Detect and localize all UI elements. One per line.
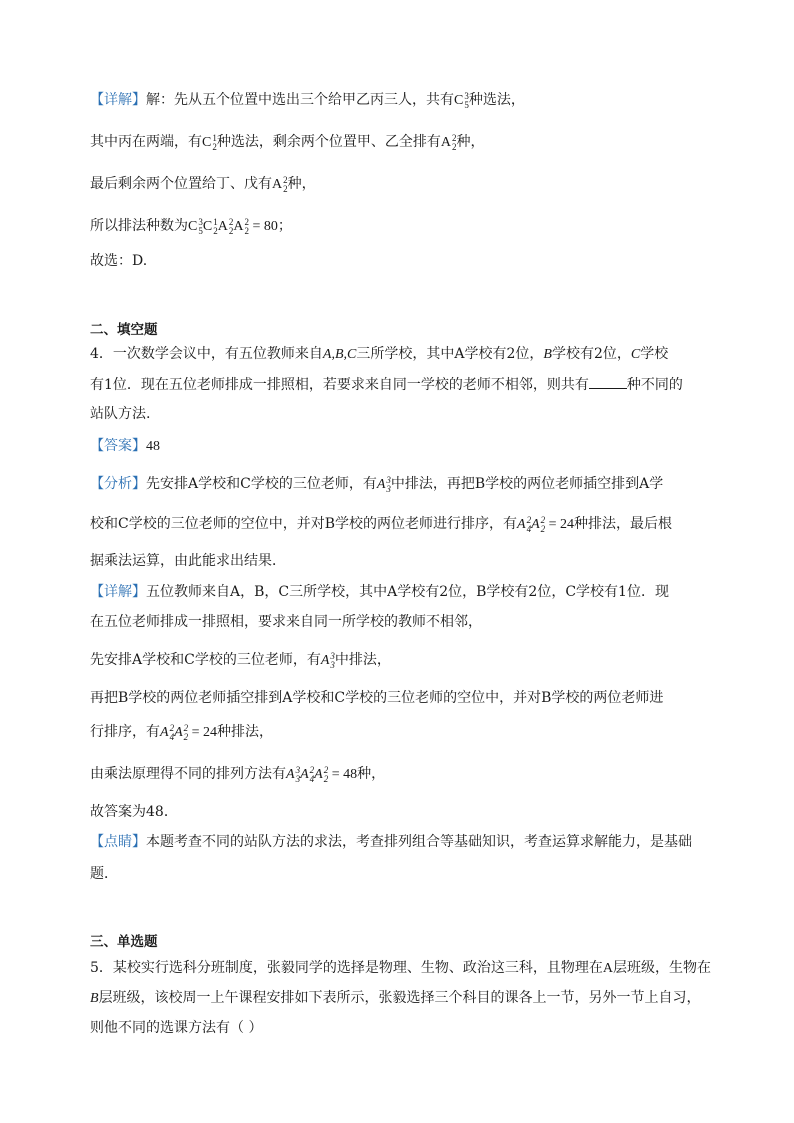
text: 其中丙在两端，有 [90, 134, 202, 150]
q4-detail-line-2: 在五位老师排成一排照相，要求来自同一所学校的教师不相邻， [90, 614, 482, 630]
arrangement-a33: A 3 3 [376, 474, 391, 494]
text: 种， [456, 134, 485, 150]
q4-stem-line-1: 4．一次数学会议中，有五位教师来自A,B,C三所学校，其中A学校有2位，B学校有2位，C学校 [90, 346, 669, 362]
q5-stem-line-3: 则他不同的选课方法有（ ） [90, 1020, 263, 1036]
formula-a33a42a22: A 3 3 A 2 4 A 2 2 [286, 764, 329, 784]
text: 种选法，剩余两个位置甲、乙全排有 [216, 134, 441, 150]
answer-tag: 【答案】 [90, 438, 146, 454]
formula-product: C 3 5 C 1 2 A 2 2 A 2 2 [188, 216, 249, 236]
arrangement-a22: A 2 2 [272, 174, 288, 194]
answer-blank [589, 374, 627, 389]
text: 解：先从五个位置中选出三个给甲乙丙三人，共有 [146, 92, 454, 108]
text: 所以排法种数为 [90, 218, 188, 234]
q3-detail-line-1 [90, 90, 525, 111]
q4-comment-line-2: 题． [90, 866, 118, 882]
combination-c21: C 1 2 [202, 132, 217, 152]
detail-tag: 【详解】 [90, 584, 146, 600]
arrangement-a33: A 3 3 [320, 650, 335, 670]
q4-detail-line-4: 再把B学校的两位老师插空排到A学校和C学校的三位老师的空位中，并对B学校的两位老师进 [90, 690, 664, 706]
schools-abc: A,B,C [322, 347, 357, 362]
q3-detail-line-2 [90, 132, 484, 153]
q4-answer [90, 436, 160, 457]
q4-detail-line-5: 行排序，有A 2 4 A 2 2 = 24种排法， [90, 722, 274, 742]
section-title-fill-blank: 二、填空题 [90, 322, 158, 338]
q4-analysis-line-3: 据乘法运算，由此能求出结果． [90, 553, 286, 569]
q4-detail-line-6: 由乘法原理得不同的排列方法有A 3 3 A 2 4 A 2 2 = 48种， [90, 764, 386, 784]
text: = 80； [248, 219, 292, 234]
q4-detail-line-3: 先安排A学校和C学校的三位老师，有A 3 3 中排法， [90, 650, 391, 670]
q4-detail-line-1: 【详解】五位教师来自A，B，C三所学校，其中A学校有2位，B学校有2位，C学校有1位．现 [90, 584, 669, 600]
q3-detail-line-4 [90, 216, 292, 237]
q4-detail-line-7: 故答案为48． [90, 804, 178, 820]
q3-detail-line-3 [90, 174, 316, 195]
q5-stem-line-2: B层班级，该校周一上午课程安排如下表所示，张毅选择三个科目的课各上一节，另外一节上自习， [90, 990, 701, 1006]
formula-a42a22: A 2 4 A 2 2 [517, 514, 546, 534]
q4-analysis-line-1: 【分析】先安排A学校和C学校的三位老师，有A 3 3 中排法，再把B学校的两位老师插空排到A学 [90, 474, 664, 494]
q4-comment-line-1: 【点睛】本题考查不同的站队方法的求法，考查排列组合等基础知识，考查运算求解能力，是基础 [90, 834, 692, 850]
text: 种， [287, 176, 316, 192]
q4-analysis-line-2: 校和C学校的三位老师的空位中，并对B学校的两位老师进行排序，有A 2 4 A 2 2 = 24种排法，最后根 [90, 514, 673, 534]
analysis-tag: 【分析】 [90, 476, 146, 492]
combination-c53: C 3 5 [454, 90, 469, 110]
q5-stem-line-1: 5．某校实行选科分班制度，张毅同学的选择是物理、生物、政治这三科，且物理在A层班级，生物在 [90, 960, 712, 976]
answer-value: 48 [146, 439, 160, 454]
text: 最后剩余两个位置给丁、戊有 [90, 176, 272, 192]
formula-a42a22: A 2 4 A 2 2 [160, 722, 189, 742]
q3-detail-line-5 [90, 251, 147, 271]
detail-tag: 【详解】 [90, 92, 146, 108]
q4-stem-line-3: 站队方法. [90, 406, 151, 422]
comment-tag: 【点睛】 [90, 834, 146, 850]
q4-stem-line-2: 有1位．现在五位老师排成一排照相，若要求来自同一学校的老师不相邻，则共有 种不同的 [90, 374, 683, 395]
text: 故选：D. [90, 253, 148, 269]
arrangement-a22: A 2 2 [440, 132, 457, 152]
section-title-single-choice: 三、单选题 [90, 934, 158, 950]
text: 种选法， [468, 92, 525, 108]
